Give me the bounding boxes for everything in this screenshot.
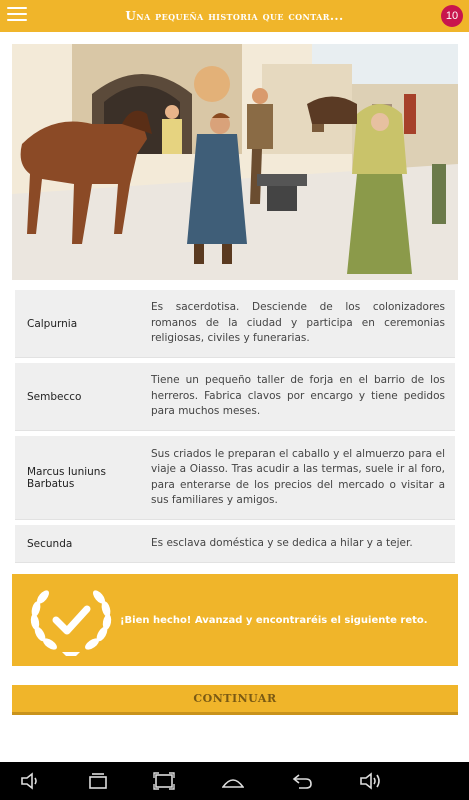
character-name: Secunda	[27, 537, 73, 550]
character-description: Es sacerdotisa. Desciende de los colonizadores romanos de la ciudad y participa en ceremonias religiosas, civiles y funerarias.	[151, 301, 445, 345]
list-item	[15, 290, 455, 358]
page-title: Una pequeña historia que contar...	[125, 9, 344, 23]
screenshot-icon[interactable]	[153, 771, 175, 791]
volume-down-icon[interactable]	[20, 771, 42, 791]
hamburger-icon[interactable]	[7, 7, 27, 25]
system-nav-bar	[0, 762, 469, 800]
list-item	[15, 436, 455, 520]
success-message: ¡Bien hecho! Avanzad y encontraréis el siguiente reto.	[120, 614, 428, 626]
scene-illustration	[12, 44, 458, 280]
success-panel	[12, 574, 458, 666]
character-name: Marcus Iuniuns Barbatus	[27, 465, 106, 490]
volume-up-icon[interactable]	[359, 771, 381, 791]
top-bar	[0, 0, 469, 32]
character-name: Sembecco	[27, 390, 82, 403]
continue-button[interactable]: CONTINUAR	[12, 685, 458, 715]
character-description: Tiene un pequeño taller de forja en el barrio de los herreros. Fabrica clavos por encargo y tiene pedidos para muchos meses.	[151, 374, 445, 418]
character-name: Calpurnia	[27, 317, 78, 330]
laurel-check-icon	[26, 582, 116, 658]
character-description: Sus criados le preparan el caballo y el almuerzo para el viaje a Oiasso. Tras acudir a las termas, suele ir al foro, para enterarse de los precios del mercado o visitar a sus familiares y amigos.	[151, 447, 445, 506]
character-description: Es esclava doméstica y se dedica a hilar y a tejer.	[151, 536, 413, 549]
character-list	[15, 290, 455, 568]
list-item	[15, 525, 455, 563]
home-icon[interactable]	[222, 771, 244, 791]
score-badge: 10	[441, 5, 463, 27]
list-item	[15, 363, 455, 431]
back-icon[interactable]	[291, 771, 313, 791]
recent-apps-icon[interactable]	[87, 771, 109, 791]
